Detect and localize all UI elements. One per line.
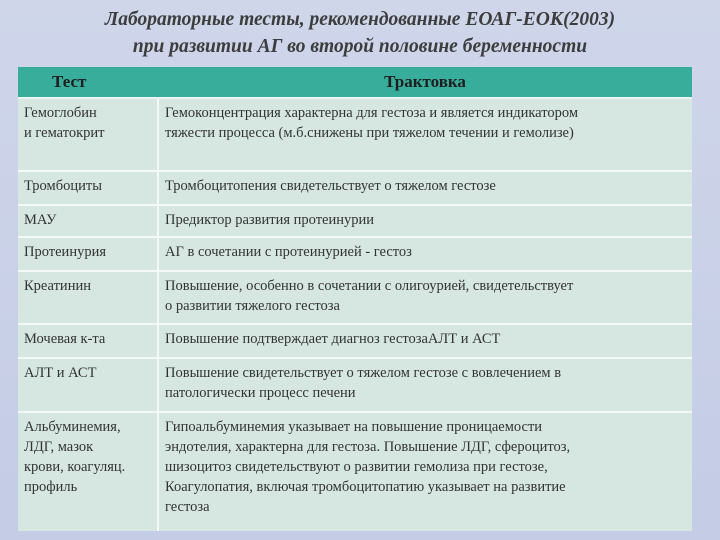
test-cell: Тромбоциты — [18, 171, 158, 205]
table-row — [18, 324, 692, 358]
table-row — [18, 271, 692, 324]
header-interpretation: Трактовка — [158, 67, 692, 98]
interpretation-cell: Повышение подтверждает диагноз гестозаАЛТ и АСТ — [158, 324, 692, 358]
interpretation-cell: Тромбоцитопения свидетельствует о тяжелом гестозе — [158, 171, 692, 205]
lab-tests-table — [18, 67, 692, 531]
test-cell: Мочевая к-та — [18, 324, 158, 358]
test-cell: Гемоглобин и гематокрит — [18, 98, 158, 171]
test-cell: Альбуминемия, ЛДГ, мазок крови, коагуляц. профиль — [18, 412, 158, 531]
interpretation-cell: АГ в сочетании с протеинурией - гестоз — [158, 237, 692, 271]
title-line-2: при развитии АГ во второй половине беременности — [132, 36, 588, 57]
table-row — [18, 98, 692, 171]
table-row — [18, 358, 692, 412]
test-cell: АЛТ и АСТ — [18, 358, 158, 412]
test-cell: МАУ — [18, 205, 158, 237]
table-row — [18, 205, 692, 237]
table-row — [18, 237, 692, 271]
title-line-1: Лабораторные тесты, рекомендованные ЕОАГ-ЕОК(2003) — [104, 9, 616, 30]
table-row — [18, 412, 692, 531]
slide-title — [0, 6, 720, 60]
test-cell: Креатинин — [18, 271, 158, 324]
table-row — [18, 171, 692, 205]
interpretation-cell: Повышение свидетельствует о тяжелом гестозе с вовлечением в патологически процесс печени — [158, 358, 692, 412]
interpretation-cell: Повышение, особенно в сочетании с олигоурией, свидетельствует о развитии тяжелого гестоза — [158, 271, 692, 324]
interpretation-cell: Гипоальбуминемия указывает на повышение проницаемости эндотелия, характерна для гестоза. Повышение ЛДГ, сфероцитоз, шизоцитоз свидетельствуют о развитии гемолиза при гестозе, Коагулопатия, включая тромбоцитопатию указывает на развитие гестоза — [158, 412, 692, 531]
header-test: Тест — [18, 67, 158, 98]
interpretation-cell: Гемоконцентрация характерна для гестоза и является индикатором тяжести процесса (м.б.снижены при тяжелом течении и гемолизе) — [158, 98, 692, 171]
test-cell: Протеинурия — [18, 237, 158, 271]
table-header-row — [18, 67, 692, 98]
interpretation-cell: Предиктор развития протеинурии — [158, 205, 692, 237]
